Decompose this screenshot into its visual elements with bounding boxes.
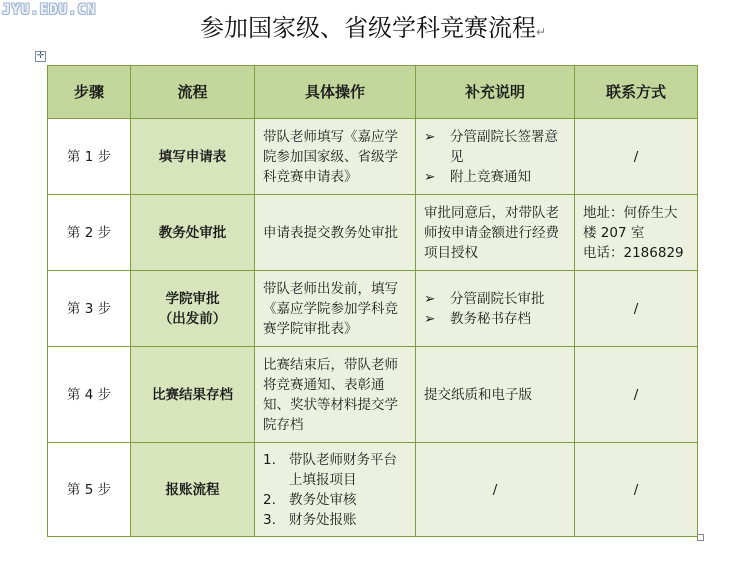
arrow-bullet-icon: ➢ (424, 128, 436, 145)
step-cell: 第 3 步 (48, 271, 131, 347)
list-item (424, 309, 566, 329)
operation-cell: 带队老师出发前，填写《嘉应学院参加学科竞赛学院审批表》 (255, 271, 416, 347)
contact-cell: / (575, 271, 698, 347)
list-number: 2. (263, 491, 276, 508)
move-anchor-icon[interactable]: ✛ (36, 51, 45, 61)
table-row (48, 271, 698, 347)
operation-cell: 带队老师填写《嘉应学院参加国家级、省级学科竞赛申请表》 (255, 119, 416, 195)
note-cell: 提交纸质和电子版 (416, 347, 575, 443)
list-item-text: 教务处审核 (289, 491, 357, 508)
contact-address: 地址：何侨生大楼 207 室 (583, 204, 678, 241)
process-cell (131, 271, 255, 347)
note-bullet-text: 附上竞赛通知 (450, 168, 531, 185)
header-operation: 具体操作 (255, 66, 416, 119)
arrow-bullet-icon: ➢ (424, 168, 436, 185)
watermark-logo: JYU.EDU.CN (2, 2, 97, 18)
operation-cell (255, 443, 416, 537)
process-table (47, 65, 698, 537)
arrow-bullet-icon: ➢ (424, 310, 436, 327)
note-cell: / (416, 443, 575, 537)
page-title (0, 8, 746, 43)
note-cell (416, 119, 575, 195)
list-item (263, 490, 407, 510)
operation-cell: 比赛结束后，带队老师将竞赛通知、表彰通知、奖状等材料提交学院存档 (255, 347, 416, 443)
header-contact: 联系方式 (575, 66, 698, 119)
list-item-text: 带队老师财务平台上填报项目 (289, 451, 397, 488)
table-row (48, 443, 698, 537)
header-note: 补充说明 (416, 66, 575, 119)
operation-cell: 申请表提交教务处审批 (255, 195, 416, 271)
process-cell: 比赛结果存档 (131, 347, 255, 443)
header-step: 步骤 (48, 66, 131, 119)
list-number: 3. (263, 511, 276, 528)
contact-cell (575, 195, 698, 271)
paragraph-mark-icon: ↵ (535, 25, 547, 39)
table-row (48, 195, 698, 271)
table-row (48, 347, 698, 443)
list-number: 1. (263, 451, 276, 468)
table-row (48, 119, 698, 195)
title-text: 参加国家级、省级学科竞赛流程 (199, 14, 536, 42)
note-bullet-text: 分管副院长签署意见 (450, 128, 558, 165)
list-item (263, 450, 407, 490)
process-cell: 报账流程 (131, 443, 255, 537)
table-header-row (48, 66, 698, 119)
contact-phone: 电话：2186829 (583, 244, 684, 261)
process-line: （出发前） (158, 310, 227, 327)
process-cell: 教务处审批 (131, 195, 255, 271)
arrow-bullet-icon: ➢ (424, 290, 436, 307)
list-item (424, 127, 566, 167)
process-line: 学院审批 (165, 290, 220, 307)
table-resize-handle[interactable] (697, 534, 704, 541)
note-cell: 审批同意后，对带队老师按申请金额进行经费项目授权 (416, 195, 575, 271)
contact-cell: / (575, 347, 698, 443)
list-item (424, 289, 566, 309)
list-item-text: 财务处报账 (289, 511, 357, 528)
list-item (263, 510, 407, 530)
note-cell (416, 271, 575, 347)
step-cell: 第 1 步 (48, 119, 131, 195)
contact-cell: / (575, 119, 698, 195)
contact-cell: / (575, 443, 698, 537)
note-bullet-text: 教务秘书存档 (450, 310, 531, 327)
step-cell: 第 2 步 (48, 195, 131, 271)
step-cell: 第 5 步 (48, 443, 131, 537)
header-process: 流程 (131, 66, 255, 119)
list-item (424, 167, 566, 187)
step-cell: 第 4 步 (48, 347, 131, 443)
process-cell: 填写申请表 (131, 119, 255, 195)
note-bullet-text: 分管副院长审批 (450, 290, 545, 307)
